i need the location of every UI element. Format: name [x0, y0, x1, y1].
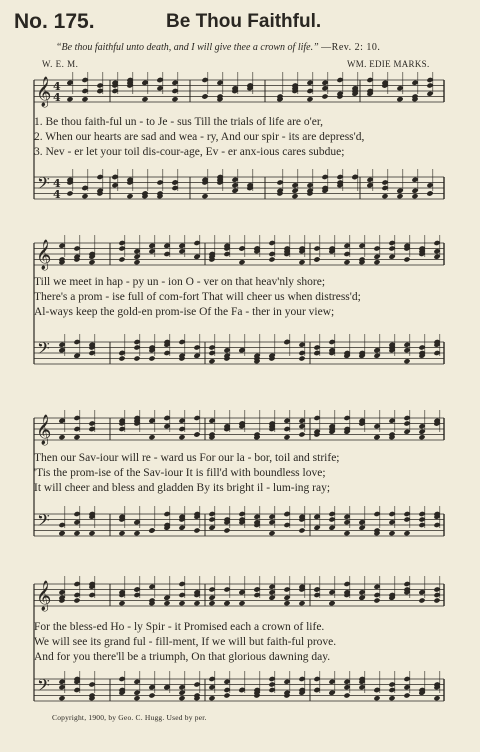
notehead — [373, 259, 380, 265]
lyric-line: And for you there'll be a triumph, On that glorious dawning day. — [34, 651, 331, 663]
notehead — [313, 256, 320, 262]
notehead — [208, 695, 215, 701]
notehead — [88, 259, 95, 265]
lyric-line: Al-ways keep the gold-en prom-ise Of the Fa - ther in your view; — [34, 306, 335, 318]
lyric-line: For the bless-ed Ho - ly Spir - it Promised each a crown of life. — [34, 621, 325, 633]
epigraph-reference: —Rev. 2: 10. — [321, 42, 381, 53]
time-signature: 4 — [53, 177, 61, 190]
notehead — [118, 256, 125, 262]
notehead — [148, 355, 155, 361]
notehead — [58, 530, 65, 536]
notehead — [208, 358, 215, 364]
notehead — [321, 93, 328, 99]
lyric-line: It will cheer and bless and gladden By its bright il - lum-ing ray; — [34, 482, 331, 494]
notehead — [298, 600, 305, 606]
bass-clef-icon: 𝄢 — [37, 675, 50, 699]
notehead — [133, 259, 140, 265]
lyric-line: 2. When our hearts are sad and wea - ry, And our spir - its are depress'd, — [34, 131, 365, 143]
lyric-line: 3. Nev - er let your toil dis-cour-age, Ev - er anx-ious cares subdue; — [34, 146, 345, 158]
bass-clef-icon: 𝄢 — [37, 510, 50, 534]
notehead — [118, 355, 125, 361]
time-signature: 4 — [53, 80, 61, 93]
notehead — [433, 597, 440, 603]
notehead — [283, 600, 290, 606]
notehead — [411, 193, 418, 199]
notehead — [208, 600, 215, 606]
bass-clef-icon: 𝄢 — [37, 173, 50, 197]
notehead — [388, 530, 395, 536]
lyrics-block-1 — [34, 115, 454, 160]
notehead — [73, 434, 80, 440]
notehead — [343, 259, 350, 265]
lyric-line: Till we meet in hap - py un - ion O - ver on that heav'nly shore; — [34, 276, 326, 288]
notehead — [171, 96, 178, 102]
hymn-number: No. 175. — [14, 10, 95, 33]
notehead — [403, 256, 410, 262]
lyrics-block-3 — [34, 451, 454, 496]
notehead — [163, 600, 170, 606]
time-signature: 4 — [53, 91, 61, 104]
notehead — [178, 434, 185, 440]
notehead — [73, 530, 80, 536]
hymn-title: Be Thou Faithful. — [166, 11, 322, 32]
time-signature: 4 — [53, 188, 61, 201]
lyric-line: 'Tis the prom-ise of the Sav-iour It is fill'd with boundless love; — [34, 467, 326, 479]
notehead — [73, 597, 80, 603]
notehead — [201, 93, 208, 99]
epigraph-quote: “Be thou faithful unto death, and I will give thee a crown of life.” — [56, 42, 319, 53]
notehead — [238, 259, 245, 265]
notehead — [223, 527, 230, 533]
notehead — [373, 434, 380, 440]
notehead — [81, 96, 88, 102]
notehead — [148, 692, 155, 698]
lyric-line: We will see its grand ful - fill-ment, If we will but faith-ful prove. — [34, 636, 337, 648]
notehead — [306, 96, 313, 102]
notehead — [298, 259, 305, 265]
notehead — [328, 600, 335, 606]
notehead — [58, 434, 65, 440]
notehead — [178, 600, 185, 606]
treble-clef-icon: 𝄞 — [36, 77, 52, 107]
notehead — [133, 695, 140, 701]
notehead — [223, 600, 230, 606]
notehead — [193, 600, 200, 606]
notehead — [133, 355, 140, 361]
notehead — [396, 96, 403, 102]
notehead — [403, 530, 410, 536]
composer-credit: WM. EDIE MARKS. — [347, 59, 430, 69]
notehead — [298, 355, 305, 361]
notehead — [141, 96, 148, 102]
notehead — [66, 96, 73, 102]
notehead — [343, 530, 350, 536]
notehead — [88, 530, 95, 536]
notehead — [291, 193, 298, 199]
author-credit: W. E. M. — [42, 59, 79, 69]
notehead — [133, 530, 140, 536]
bass-clef-icon: 𝄢 — [37, 338, 50, 362]
staff — [34, 576, 444, 612]
notehead — [343, 692, 350, 698]
notehead — [298, 527, 305, 533]
treble-clef-icon: 𝄞 — [36, 581, 52, 611]
notehead — [373, 695, 380, 701]
staff — [34, 169, 444, 201]
staff — [34, 334, 444, 364]
staff — [34, 506, 444, 536]
staff — [34, 235, 444, 271]
staff — [34, 671, 444, 701]
notehead — [403, 358, 410, 364]
notehead — [193, 431, 200, 437]
notehead — [381, 193, 388, 199]
notehead — [66, 190, 73, 196]
notehead — [81, 193, 88, 199]
copyright-footer: Copyright, 1900, by Geo. C. Hugg. Used by per. — [52, 713, 207, 722]
notehead — [201, 193, 208, 199]
treble-clef-icon: 𝄞 — [36, 240, 52, 270]
staff — [34, 410, 444, 446]
notehead — [118, 530, 125, 536]
notehead — [148, 527, 155, 533]
lyrics-block-4 — [34, 620, 454, 665]
notehead — [403, 692, 410, 698]
notehead — [126, 193, 133, 199]
notehead — [118, 600, 125, 606]
notehead — [193, 527, 200, 533]
notehead — [396, 193, 403, 199]
notehead — [426, 190, 433, 196]
notehead — [268, 530, 275, 536]
staff — [34, 72, 444, 108]
notehead — [373, 597, 380, 603]
treble-clef-icon: 𝄞 — [36, 415, 52, 445]
epigraph — [56, 42, 380, 53]
notehead — [223, 692, 230, 698]
notehead — [58, 695, 65, 701]
notehead — [178, 695, 185, 701]
notehead — [268, 256, 275, 262]
lyric-line: 1. Be thou faith-ful un - to Je - sus Till the trials of life are o'er, — [34, 116, 324, 128]
notehead — [433, 695, 440, 701]
notehead — [283, 434, 290, 440]
lyrics-block-2 — [34, 275, 454, 320]
lyric-line: There's a prom - ise full of com-fort That will cheer us when distress'd; — [34, 291, 361, 303]
notehead — [418, 597, 425, 603]
notehead — [238, 600, 245, 606]
notehead — [298, 431, 305, 437]
notehead — [388, 695, 395, 701]
notehead — [418, 434, 425, 440]
notehead — [148, 434, 155, 440]
lyric-line: Then our Sav-iour will re - ward us For our la - bor, toil and strife; — [34, 452, 340, 464]
